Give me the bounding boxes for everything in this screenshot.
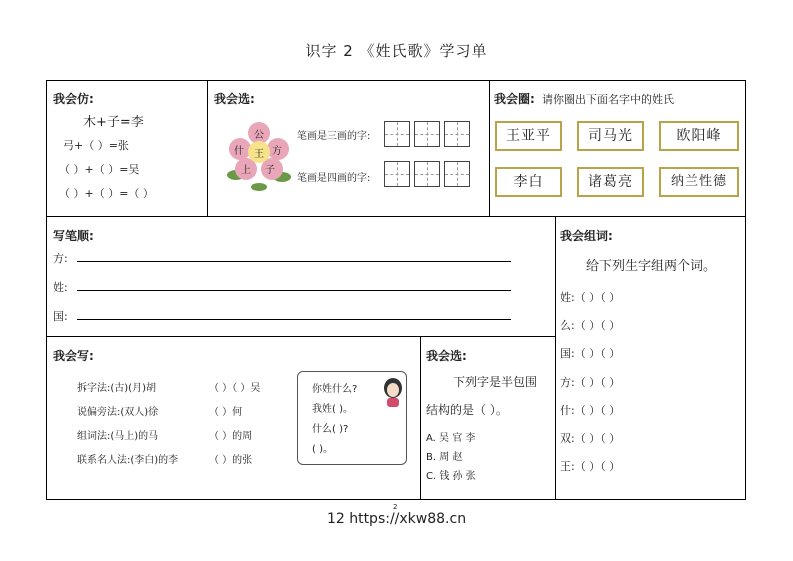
answer-line[interactable] [77, 290, 511, 291]
word-building-instruction: 给下列生字组两个词。 [586, 259, 717, 274]
dialog-line: 你姓什么? [312, 384, 358, 395]
method-answer[interactable]: （ ）何 [209, 407, 243, 418]
word-row[interactable]: 方:（ ）（ ） [560, 376, 621, 389]
radical-question[interactable]: 结构的是（ ）。 [426, 403, 508, 417]
name-box[interactable]: 司马光 [577, 121, 644, 151]
answer-line[interactable] [77, 319, 511, 320]
writing-grid[interactable] [444, 161, 470, 187]
method-label: 组词法:(马上)的马 [77, 431, 159, 442]
word-row[interactable]: 姓:（ ）（ ） [560, 291, 621, 304]
flower-char: 子 [265, 165, 275, 176]
dialog-line[interactable]: ( )。 [312, 444, 333, 455]
radical-choice-section [421, 337, 556, 500]
write-section [47, 337, 421, 500]
girl-icon [382, 376, 404, 408]
imitate-section [47, 81, 208, 217]
imitate-line: 弓+（ ）=张 [63, 139, 129, 152]
word-row[interactable]: 双:（ ）（ ） [560, 432, 621, 445]
method-label: 拆字法:(古)(月)胡 [77, 383, 156, 394]
radical-question: 下列字是半包围 [453, 375, 538, 389]
three-strokes-label: 笔画是三画的字: [297, 131, 371, 142]
circle-heading: 我会圈: [494, 92, 535, 106]
imitate-heading: 我会仿: [53, 92, 94, 106]
writing-grid[interactable] [414, 161, 440, 187]
flower-char: 上 [241, 165, 251, 176]
method-label: 联系名人法:(李白)的李 [77, 455, 179, 466]
stroke-order-section [47, 217, 556, 337]
flower-char: 方 [272, 146, 282, 157]
write-heading: 我会写: [53, 349, 94, 363]
word-row[interactable]: 国:（ ）（ ） [560, 347, 621, 360]
answer-line[interactable] [77, 261, 511, 262]
dialog-line[interactable]: 什么( )? [312, 424, 349, 435]
word-row[interactable]: 么:（ ）（ ） [560, 319, 621, 332]
writing-grid[interactable] [444, 121, 470, 147]
name-box[interactable]: 纳兰性德 [659, 167, 739, 197]
page-title: 识字 2 《姓氏歌》学习单 [305, 42, 488, 60]
four-strokes-label: 笔画是四画的字: [297, 173, 371, 184]
writing-grid[interactable] [384, 161, 410, 187]
imitate-line: （ ）+（ ）=（ ） [59, 187, 154, 200]
method-answer[interactable]: （ ）的张 [209, 455, 253, 466]
name-box[interactable]: 李白 [495, 167, 562, 197]
name-box[interactable]: 诸葛亮 [577, 167, 644, 197]
method-answer[interactable]: （ ）的周 [209, 431, 253, 442]
leaf-shape [251, 183, 267, 191]
imitate-line: 木+子=李 [83, 115, 144, 130]
page-number: 2 [393, 503, 398, 511]
footer-watermark: 12 https://xkw88.cn [326, 511, 467, 527]
circle-instruction: 请你圈出下面名字中的姓氏 [542, 93, 674, 106]
flower-char: 什 [234, 146, 244, 157]
method-label: 说偏旁法:(双人)徐 [77, 407, 159, 418]
word-row[interactable]: 什:（ ）（ ） [560, 404, 621, 417]
name-box[interactable]: 欧阳峰 [659, 121, 739, 151]
circle-surname-section [490, 81, 745, 217]
writing-grid[interactable] [384, 121, 410, 147]
word-building-heading: 我会组词: [560, 229, 613, 243]
stroke-label: 方: [53, 252, 68, 265]
radical-choice-heading: 我会选: [426, 349, 467, 363]
method-answer[interactable]: （ ）（ ）吴 [209, 383, 261, 394]
writing-grid[interactable] [414, 121, 440, 147]
flower-char: 王 [254, 149, 264, 160]
stroke-label: 国: [53, 310, 68, 323]
choose-strokes-heading: 我会选: [214, 92, 255, 106]
stroke-order-heading: 写笔顺: [53, 229, 94, 243]
option-a[interactable]: A. 吴 官 李 [426, 433, 476, 444]
word-row[interactable]: 王:（ ）（ ） [560, 460, 621, 473]
choose-strokes-section [208, 81, 490, 217]
dialog-bubble [297, 371, 407, 465]
word-building-section [556, 217, 745, 500]
option-b[interactable]: B. 周 赵 [426, 452, 463, 463]
dialog-line[interactable]: 我姓( )。 [312, 404, 353, 415]
flower-char: 公 [254, 130, 264, 141]
imitate-line: （ ）+（ ）=吴 [59, 163, 140, 176]
worksheet-table [46, 80, 746, 500]
stroke-label: 姓: [53, 281, 68, 294]
name-box[interactable]: 王亚平 [495, 121, 562, 151]
option-c[interactable]: C. 钱 孙 张 [426, 471, 476, 482]
